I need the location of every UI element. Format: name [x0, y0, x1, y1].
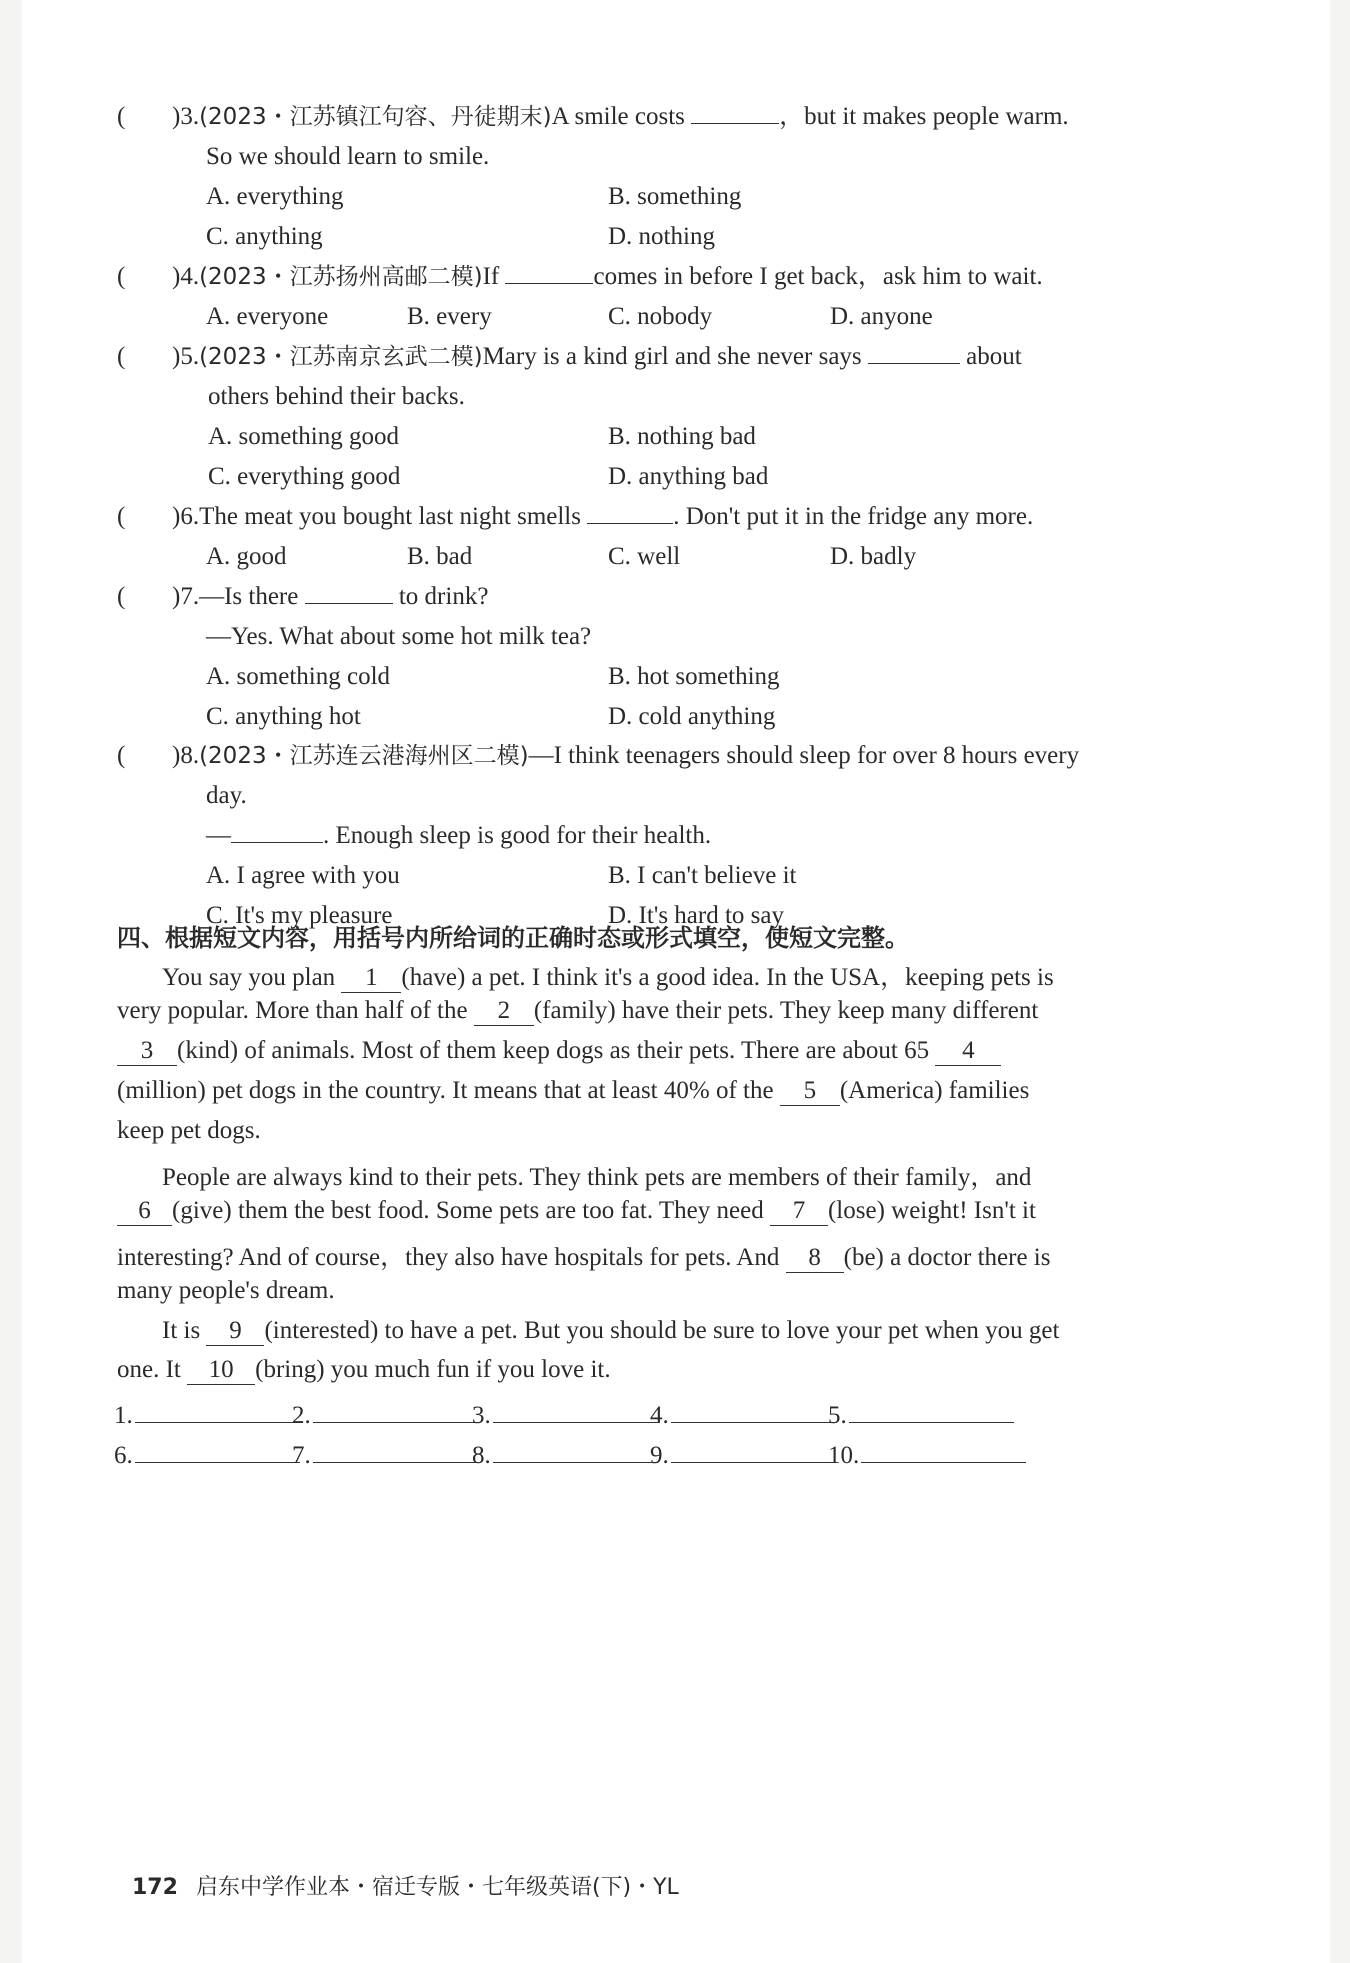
- question-stem-line3: —: [206, 822, 231, 849]
- answer-item-3: 3.: [472, 1396, 658, 1430]
- answer-paren[interactable]: (: [117, 503, 126, 530]
- fill-blank[interactable]: [505, 257, 593, 284]
- passage-line: You say you plan 1 (have) a pet. I think it's a good idea. In the USA，keeping pets is: [162, 964, 1054, 991]
- passage-line: 3 (kind) of animals. Most of them keep dogs as their pets. There are about 65 4: [117, 1037, 1297, 1066]
- question-stem-line2: day.: [206, 782, 247, 809]
- passage-line: one. It 10 (bring) you much fun if you love it.: [117, 1356, 611, 1383]
- fill-blank[interactable]: [868, 337, 960, 364]
- option-a[interactable]: A. good: [206, 543, 287, 570]
- passage-line: 6 (give) them the best food. Some pets are too fat. They need 7 (lose) weight! Isn't it: [117, 1197, 1297, 1226]
- answer-line[interactable]: [671, 1436, 836, 1463]
- question-stem-after: comes in before I get back，ask him to wait.: [593, 263, 1043, 290]
- answer-item-8: 8.: [472, 1436, 658, 1470]
- question-stem: —I think teenagers should sleep for over 8 hours every: [528, 742, 1080, 769]
- question-stem: If: [482, 263, 500, 290]
- option-d[interactable]: D. nothing: [608, 223, 715, 250]
- question-number: )3.: [172, 103, 200, 130]
- option-d[interactable]: D. cold anything: [608, 703, 776, 730]
- answer-item-9: 9.: [650, 1436, 836, 1470]
- answer-line[interactable]: [861, 1436, 1026, 1463]
- answer-item-7: 7.: [292, 1436, 478, 1470]
- question-stem-after: to drink?: [398, 583, 489, 610]
- answer-paren[interactable]: (: [117, 263, 126, 290]
- passage-blank-4[interactable]: 4: [935, 1037, 1001, 1066]
- question-stem-line2: So we should learn to smile.: [206, 143, 490, 170]
- option-c[interactable]: C. everything good: [208, 463, 401, 490]
- option-d[interactable]: D. It's hard to say: [608, 902, 785, 929]
- answer-line[interactable]: [313, 1396, 478, 1423]
- answer-paren[interactable]: (: [117, 583, 126, 610]
- option-a[interactable]: A. something good: [208, 423, 399, 450]
- question-source: (2023・江苏扬州高邮二模): [199, 264, 483, 290]
- answer-item-6: 6.: [114, 1436, 300, 1470]
- option-b[interactable]: B. hot something: [608, 663, 780, 690]
- question-stem-line2: others behind their backs.: [208, 383, 465, 410]
- passage-line: many people's dream.: [117, 1277, 335, 1304]
- fill-blank[interactable]: [587, 497, 673, 524]
- passage-line: keep pet dogs.: [117, 1117, 261, 1144]
- passage-blank-6[interactable]: 6: [117, 1197, 172, 1226]
- option-b[interactable]: B. something: [608, 183, 742, 210]
- fill-blank[interactable]: [231, 816, 323, 843]
- passage-blank-2[interactable]: 2: [474, 997, 534, 1026]
- question-stem-line3-after: . Enough sleep is good for their health.: [323, 822, 712, 849]
- answer-line[interactable]: [493, 1436, 658, 1463]
- question-stem: The meat you bought last night smells: [199, 503, 581, 530]
- passage-blank-3[interactable]: 3: [117, 1037, 177, 1066]
- option-a[interactable]: A. everyone: [206, 303, 329, 330]
- question-stem-after: about: [966, 343, 1022, 370]
- answer-line[interactable]: [849, 1396, 1014, 1423]
- passage-line: very popular. More than half of the 2 (family) have their pets. They keep many different: [117, 997, 1039, 1024]
- question-stem: A smile costs: [551, 103, 685, 130]
- page-number: 172: [132, 1875, 178, 1900]
- answer-item-1: 1.: [114, 1396, 300, 1430]
- passage-line: It is 9 (interested) to have a pet. But you should be sure to love your pet when you get: [162, 1317, 1060, 1344]
- question-number: )8.: [172, 742, 200, 769]
- question-stem: Mary is a kind girl and she never says: [482, 343, 862, 370]
- fill-blank[interactable]: [305, 577, 393, 604]
- answer-line[interactable]: [135, 1436, 300, 1463]
- answer-line[interactable]: [493, 1396, 658, 1423]
- option-b[interactable]: B. bad: [407, 543, 473, 570]
- option-a[interactable]: A. everything: [206, 183, 344, 210]
- question-number: )6.: [172, 503, 200, 530]
- answer-line[interactable]: [313, 1436, 478, 1463]
- option-c[interactable]: C. well: [608, 543, 681, 570]
- answer-item-2: 2.: [292, 1396, 478, 1430]
- page-footer: [132, 1870, 679, 1901]
- passage-blank-8[interactable]: 8: [786, 1244, 844, 1273]
- passage-line: People are always kind to their pets. They think pets are members of their family，and: [162, 1164, 1032, 1191]
- section-title: 四、根据短文内容，用括号内所给词的正确时态或形式填空，使短文完整。: [117, 924, 909, 952]
- question-stem-after: . Don't put it in the fridge any more.: [673, 503, 1034, 530]
- option-c[interactable]: C. nobody: [608, 303, 713, 330]
- option-c[interactable]: C. anything hot: [206, 703, 361, 730]
- answer-item-5: 5.: [828, 1396, 1014, 1430]
- passage-line: interesting? And of course，they also have hospitals for pets. And 8 (be) a doctor there is: [117, 1244, 1051, 1271]
- question-number: )7.: [172, 583, 200, 610]
- option-d[interactable]: D. anything bad: [608, 463, 769, 490]
- answer-line[interactable]: [671, 1396, 836, 1423]
- option-a[interactable]: A. I agree with you: [206, 862, 400, 889]
- passage-blank-9[interactable]: 9: [206, 1317, 264, 1346]
- question-stem: —Is there: [199, 583, 299, 610]
- answer-paren[interactable]: (: [117, 742, 126, 769]
- worksheet-page: [22, 0, 1330, 1963]
- passage-line: (million) pet dogs in the country. It means that at least 40% of the 5 (America) families: [117, 1077, 1030, 1104]
- option-d[interactable]: D. anyone: [830, 303, 933, 330]
- passage-blank-5[interactable]: 5: [780, 1077, 840, 1106]
- option-b[interactable]: B. every: [407, 303, 492, 330]
- option-b[interactable]: B. nothing bad: [608, 423, 756, 450]
- passage-blank-7[interactable]: 7: [770, 1197, 828, 1226]
- answer-paren[interactable]: (: [117, 343, 126, 370]
- question-number: )5.: [172, 343, 200, 370]
- question-source: (2023・江苏连云港海州区二模): [199, 743, 529, 769]
- option-d[interactable]: D. badly: [830, 543, 917, 570]
- question-source: (2023・江苏南京玄武二模): [199, 344, 483, 370]
- question-stem-after: ，but it makes people warm.: [779, 103, 1069, 130]
- passage-blank-1[interactable]: 1: [341, 964, 401, 993]
- question-source: (2023・江苏镇江句容、丹徒期末): [199, 104, 552, 130]
- answer-item-4: 4.: [650, 1396, 836, 1430]
- book-title: 启东中学作业本・宿迁专版・七年级英语(下)・YL: [195, 1875, 679, 1900]
- fill-blank[interactable]: [691, 97, 779, 124]
- question-number: )4.: [172, 263, 200, 290]
- option-c[interactable]: C. anything: [206, 223, 323, 250]
- question-stem-line2: —Yes. What about some hot milk tea?: [206, 623, 592, 650]
- option-a[interactable]: A. something cold: [206, 663, 391, 690]
- answer-item-10: 10.: [828, 1436, 1026, 1470]
- option-b[interactable]: B. I can't believe it: [608, 862, 797, 889]
- answer-line[interactable]: [135, 1396, 300, 1423]
- answer-paren[interactable]: (: [117, 103, 126, 130]
- option-c[interactable]: C. It's my pleasure: [206, 902, 393, 929]
- passage-blank-10[interactable]: 10: [187, 1356, 255, 1385]
